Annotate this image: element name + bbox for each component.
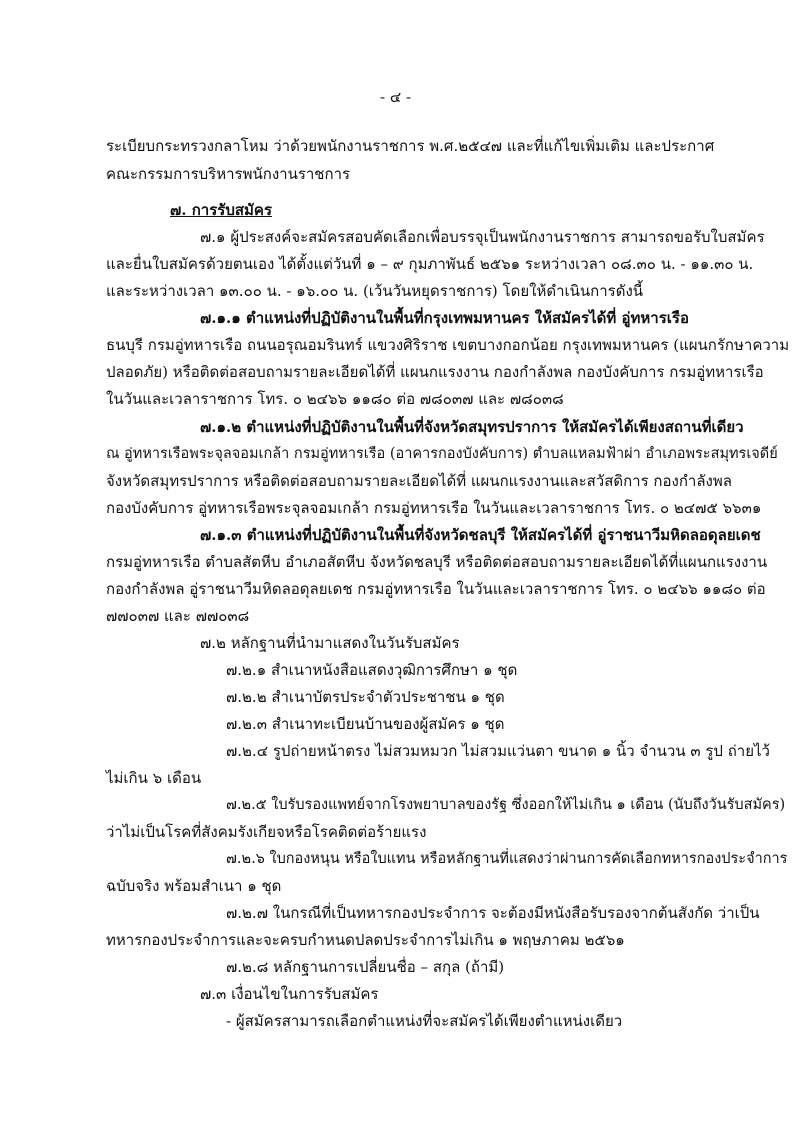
paragraph-line: ไม่เกิน ๖ เดือน [106, 769, 202, 787]
list-item: ๗.๒.๑ สำเนาหนังสือแสดงวุฒิการศึกษา ๑ ชุด [226, 661, 518, 679]
paragraph-line: และยื่นใบสมัครด้วยตนเอง ได้ตั้งแต่วันที่ ๑ – ๙ กุมภาพันธ์ ๒๕๖๑ ระหว่างเวลา ๐๘.๓๐ น. - ๑๑.๓๐ น. [106, 255, 754, 273]
paragraph-line: ปลอดภัย) หรือติดต่อสอบถามรายละเอียดได้ที่ แผนกแรงงาน กองกำลังพล กองบังคับการ กรมอู่ทหารเรือ [106, 363, 764, 381]
paragraph-line: คณะกรรมการบริหารพนักงานราชการ [106, 165, 351, 183]
list-item: ๗.๒.๒ สำเนาบัตรประจำตัวประชาชน ๑ ชุด [226, 688, 505, 706]
list-item: ๗.๒.๖ ใบกองหนุน หรือใบแทน หรือหลักฐานที่แสดงว่าผ่านการคัดเลือกทหารกองประจำการ [226, 851, 788, 867]
paragraph-line: กองกำลังพล อู่ราชนาวีมหิดลอดุลยเดช กรมอู่ทหารเรือ ในวันและเวลาราชการ โทร. ๐ ๒๔๖๖ ๑๑๘๐ ต่อ [106, 580, 766, 598]
paragraph-line: ในวันและเวลาราชการ โทร. ๐ ๒๔๖๖ ๑๑๘๐ ต่อ ๗๘๐๓๗ และ ๗๘๐๓๘ [106, 390, 564, 408]
paragraph-line: กองบังคับการ อู่ทหารเรือพระจุลจอมเกล้า กรมอู่ทหารเรือ ในวันและเวลาราชการ โทร. ๐ ๒๔๗๕ ๖๖๓๑ [106, 499, 762, 517]
paragraph-line: กรมอู่ทหารเรือ ตำบลสัตหีบ อำเภอสัตหีบ จังหวัดชลบุรี หรือติดต่อสอบถามรายละเอียดได้ที่แผนกแรงงาน [106, 553, 768, 571]
paragraph-line: ทหารกองประจำการและจะครบกำหนดปลดประจำการไม่เกิน ๑ พฤษภาคม ๒๕๖๑ [106, 931, 625, 949]
section-heading: ๗. การรับสมัคร [170, 201, 272, 219]
paragraph-line: ณ อู่ทหารเรือพระจุลจอมเกล้า กรมอู่ทหารเรือ (อาคารกองบังคับการ) ตำบลแหลมฟ้าผ่า อำเภอพระสมุทรเจดีย์ [106, 446, 778, 462]
subsection-heading: ๗.๑.๓ ตำแหน่งที่ปฏิบัติงานในพื้นที่จังหวัดชลบุรี ให้สมัครได้ที่ อู่ราชนาวีมหิดลอดุลยเดช [200, 526, 761, 544]
page-number: - ๔ - [380, 88, 412, 106]
list-item: ๗.๒.๗ ในกรณีที่เป็นทหารกองประจำการ จะต้องมีหนังสือรับรองจากต้นสังกัด ว่าเป็น [226, 904, 760, 922]
paragraph-line: ๗๗๐๓๗ และ ๗๗๐๓๘ [106, 607, 250, 625]
list-item: ๗.๒.๕ ใบรับรองแพทย์จากโรงพยาบาลของรัฐ ซึ่งออกให้ไม่เกิน ๑ เดือน (นับถึงวันรับสมัคร) [226, 797, 786, 813]
list-heading: ๗.๓ เงื่อนไขในการรับสมัคร [200, 985, 379, 1003]
paragraph-line: ธนบุรี กรมอู่ทหารเรือ ถนนอรุณอมรินทร์ แขวงศิริราช เขตบางกอกน้อย กรุงเทพมหานคร (แผนกรักษาความ [106, 336, 790, 354]
subsection-heading: ๗.๑.๑ ตำแหน่งที่ปฏิบัติงานในพื้นที่กรุงเทพมหานคร ให้สมัครได้ที่ อู่ทหารเรือ [200, 309, 689, 327]
list-item: ๗.๒.๓ สำเนาทะเบียนบ้านของผู้สมัคร ๑ ชุด [226, 715, 505, 733]
list-item: ๗.๒.๔ รูปถ่ายหน้าตรง ไม่สวมหมวก ไม่สวมแว่นตา ขนาด ๑ นิ้ว จำนวน ๓ รูป ถ่ายไว้ [226, 742, 770, 760]
paragraph-line: ฉบับจริง พร้อมสำเนา ๑ ชุด [106, 877, 282, 895]
list-item: ๗.๒.๘ หลักฐานการเปลี่ยนชื่อ – สกุล (ถ้ามี) [226, 958, 505, 976]
list-heading: ๗.๒ หลักฐานที่นำมาแสดงในวันรับสมัคร [200, 634, 460, 652]
paragraph-line: และระหว่างเวลา ๑๓.๐๐ น. - ๑๖.๐๐ น. (เว้นวันหยุดราชการ) โดยให้ดำเนินการดังนี้ [106, 282, 644, 300]
paragraph-line: จังหวัดสมุทรปราการ หรือติดต่อสอบถามรายละเอียดได้ที่ แผนกแรงงานและสวัสดิการ กองกำลังพล [106, 472, 732, 490]
paragraph-line: ว่าไม่เป็นโรคที่สังคมรังเกียจหรือโรคติดต่อร้ายแรง [106, 823, 427, 841]
paragraph-line: ๗.๑ ผู้ประสงค์จะสมัครสอบคัดเลือกเพื่อบรรจุเป็นพนักงานราชการ สามารถขอรับใบสมัคร [200, 228, 765, 246]
paragraph-line: ระเบียบกระทรวงกลาโหม ว่าด้วยพนักงานราชการ พ.ศ.๒๕๔๗ และที่แก้ไขเพิ่มเติม และประกาศ [106, 137, 715, 155]
list-item: - ผู้สมัครสามารถเลือกตำแหน่งที่จะสมัครได้เพียงตำแหน่งเดียว [226, 1012, 623, 1030]
subsection-heading: ๗.๑.๒ ตำแหน่งที่ปฏิบัติงานในพื้นที่จังหวัดสมุทรปราการ ให้สมัครได้เพียงสถานที่เดียว [200, 418, 744, 436]
